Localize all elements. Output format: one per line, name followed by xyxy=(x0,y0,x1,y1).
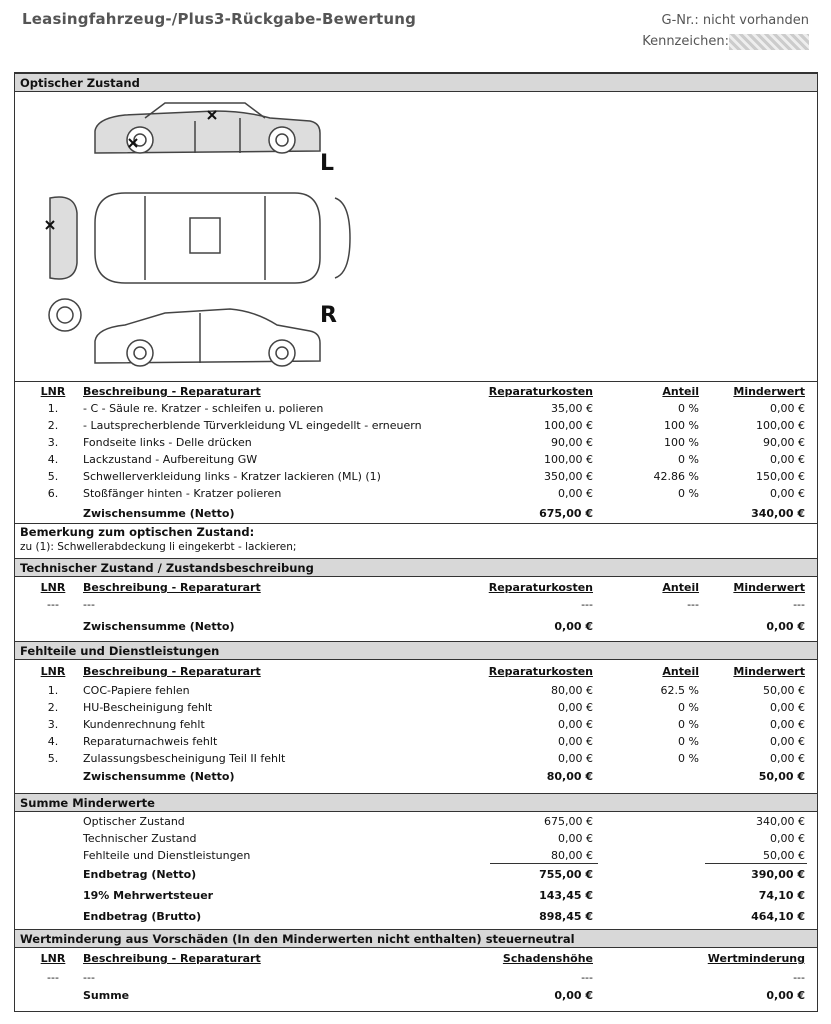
cell-cost: 0,00 € xyxy=(558,718,593,731)
cell-anteil: 100 % xyxy=(664,436,699,449)
fehlteile-col-headers xyxy=(15,663,817,680)
cell-lnr: 1. xyxy=(47,684,59,697)
section-optisch-header: Optischer Zustand xyxy=(15,73,817,92)
cell-cost: 35,00 € xyxy=(551,402,593,415)
car-damage-diagram xyxy=(15,93,817,383)
cell-desc: Technischer Zustand xyxy=(83,832,197,845)
col-cost: Reparaturkosten xyxy=(488,581,593,594)
table-row xyxy=(15,417,817,434)
blurred-plate xyxy=(729,34,809,50)
cell-minder: 0,00 € xyxy=(770,718,805,731)
cell-anteil: 42.86 % xyxy=(653,470,699,483)
cell-lnr: 5. xyxy=(47,752,59,765)
cell-cost: 0,00 € xyxy=(558,701,593,714)
col-anteil: Anteil xyxy=(662,385,699,398)
col-anteil: Anteil xyxy=(662,665,699,678)
cell-cost: 898,45 € xyxy=(539,910,593,923)
cell-desc: Optischer Zustand xyxy=(83,815,185,828)
cell-cost: 675,00 € xyxy=(544,815,593,828)
subtotal-label: Zwischensumme (Netto) xyxy=(83,507,235,520)
car-outline-svg xyxy=(15,93,817,383)
table-row xyxy=(15,830,817,847)
cell-desc: Endbetrag (Netto) xyxy=(83,868,197,881)
divider xyxy=(15,523,817,524)
table-row xyxy=(15,733,817,750)
cell-lnr: 2. xyxy=(47,419,59,432)
header-meta xyxy=(642,10,809,52)
cell-minder: 390,00 € xyxy=(751,868,805,881)
table-row xyxy=(15,813,817,830)
section-vorschaden-header: Wertminderung aus Vorschäden (In den Minderwerten nicht enthalten) steuerneutral xyxy=(15,929,817,948)
subtotal-label: Zwischensumme (Netto) xyxy=(83,620,235,633)
cell-anteil: 0 % xyxy=(678,487,699,500)
col-lnr: LNR xyxy=(40,665,66,678)
subtotal-label: Zwischensumme (Netto) xyxy=(83,770,235,783)
cell-minder: 0,00 € xyxy=(770,701,805,714)
cell-lnr: 3. xyxy=(47,718,59,731)
sum-rule xyxy=(490,863,598,864)
table-row xyxy=(15,750,817,767)
vorschaden-col-headers xyxy=(15,950,817,967)
cell-minder: --- xyxy=(793,971,805,984)
cell-anteil: 0 % xyxy=(678,402,699,415)
col-desc: Beschreibung - Reparaturart xyxy=(83,665,261,678)
cell-minder: 50,00 € xyxy=(763,684,805,697)
col-minder: Minderwert xyxy=(733,385,805,398)
table-row xyxy=(15,866,817,883)
cell-cost: 80,00 € xyxy=(551,684,593,697)
cell-minder: 0,00 € xyxy=(770,402,805,415)
cell-anteil: 0 % xyxy=(678,701,699,714)
cell-anteil: 0 % xyxy=(678,453,699,466)
col-desc: Beschreibung - Reparaturart xyxy=(83,385,261,398)
cell-cost: 100,00 € xyxy=(544,419,593,432)
table-row xyxy=(15,451,817,468)
cell-desc: Stoßfänger hinten - Kratzer polieren xyxy=(83,487,282,500)
cell-anteil: 0 % xyxy=(678,718,699,731)
section-fehlteile-header: Fehlteile und Dienstleistungen xyxy=(15,641,817,660)
cell-minder: 0,00 € xyxy=(770,752,805,765)
cell-desc: Zulassungsbescheinigung Teil II fehlt xyxy=(83,752,286,765)
cell-minder: 100,00 € xyxy=(756,419,805,432)
cell-cost: 143,45 € xyxy=(539,889,593,902)
cell-cost: --- xyxy=(581,598,593,611)
kennzeichen-label: Kennzeichen: xyxy=(642,34,729,49)
cell-desc: Lackzustand - Aufbereitung GW xyxy=(83,453,258,466)
cell-anteil: 0 % xyxy=(678,752,699,765)
cell-desc: Schwellerverkleidung links - Kratzer lackieren (ML) (1) xyxy=(83,470,381,483)
cell-desc: --- xyxy=(83,971,95,984)
cell-desc: - Lautsprecherblende Türverkleidung VL eingedellt - erneuern xyxy=(83,419,422,432)
table-row xyxy=(15,400,817,417)
cell-cost: 350,00 € xyxy=(544,470,593,483)
cell-anteil: 62.5 % xyxy=(660,684,699,697)
col-cost: Reparaturkosten xyxy=(488,385,593,398)
col-lnr: LNR xyxy=(40,385,66,398)
gnr-text: G-Nr.: nicht vorhanden xyxy=(661,13,809,28)
cell-minder: 0,00 € xyxy=(770,487,805,500)
cell-lnr: 4. xyxy=(47,453,59,466)
cell-desc: HU-Bescheinigung fehlt xyxy=(83,701,213,714)
table-row xyxy=(15,485,817,502)
cell-cost: 0,00 € xyxy=(558,735,593,748)
cell-desc: COC-Papiere fehlen xyxy=(83,684,190,697)
col-minder: Minderwert xyxy=(733,581,805,594)
cell-minder: 150,00 € xyxy=(756,470,805,483)
cell-desc: Kundenrechnung fehlt xyxy=(83,718,205,731)
cell-desc: Fehlteile und Dienstleistungen xyxy=(83,849,251,862)
technisch-col-headers xyxy=(15,579,817,596)
sum-rule xyxy=(705,863,807,864)
subtotal-cost: 0,00 € xyxy=(554,620,593,633)
cell-cost: 755,00 € xyxy=(539,868,593,881)
table-row xyxy=(15,699,817,716)
cell-minder: 340,00 € xyxy=(756,815,805,828)
cell-cost: 100,00 € xyxy=(544,453,593,466)
subtotal-minder: 0,00 € xyxy=(766,620,805,633)
col-cost: Reparaturkosten xyxy=(488,665,593,678)
cell-cost: 80,00 € xyxy=(551,849,593,862)
cell-cost: 90,00 € xyxy=(551,436,593,449)
page-title: Leasingfahrzeug-/Plus3-Rückgabe-Bewertung xyxy=(22,10,417,28)
col-desc: Beschreibung - Reparaturart xyxy=(83,581,261,594)
remark-text: zu (1): Schwellerabdeckung li eingekerbt - lackieren; xyxy=(20,541,297,553)
vorschaden-total xyxy=(15,987,817,1004)
cell-lnr: 5. xyxy=(47,470,59,483)
kennzeichen-row xyxy=(642,31,809,52)
divider xyxy=(15,381,817,382)
table-row xyxy=(15,596,817,613)
table-row xyxy=(15,969,817,986)
cell-cost: 0,00 € xyxy=(558,487,593,500)
table-row xyxy=(15,908,817,925)
cell-lnr: 6. xyxy=(47,487,59,500)
cell-minder: 90,00 € xyxy=(763,436,805,449)
table-row xyxy=(15,716,817,733)
col-desc: Beschreibung - Reparaturart xyxy=(83,952,261,965)
subtotal-minder: 50,00 € xyxy=(758,770,805,783)
cell-lnr: --- xyxy=(47,598,59,611)
cell-lnr: 1. xyxy=(47,402,59,415)
total-cost: 0,00 € xyxy=(554,989,593,1002)
cell-lnr: 4. xyxy=(47,735,59,748)
cell-minder: 74,10 € xyxy=(758,889,805,902)
table-row xyxy=(15,468,817,485)
remark-title: Bemerkung zum optischen Zustand: xyxy=(20,525,255,539)
car-top-view xyxy=(50,193,350,283)
cell-desc: Reparaturnachweis fehlt xyxy=(83,735,218,748)
cell-anteil: --- xyxy=(687,598,699,611)
cell-desc: - C - Säule re. Kratzer - schleifen u. polieren xyxy=(83,402,324,415)
cell-minder: 0,00 € xyxy=(770,832,805,845)
col-wertminderung: Wertminderung xyxy=(707,952,805,965)
cell-minder: --- xyxy=(793,598,805,611)
col-lnr: LNR xyxy=(40,581,66,594)
cell-lnr: 2. xyxy=(47,701,59,714)
col-anteil: Anteil xyxy=(662,581,699,594)
table-row xyxy=(15,434,817,451)
cell-minder: 0,00 € xyxy=(770,735,805,748)
label-left: L xyxy=(320,151,335,176)
report-frame xyxy=(14,72,818,1012)
fehlteile-subtotal xyxy=(15,768,817,785)
car-right-side xyxy=(49,299,320,366)
optisch-subtotal xyxy=(15,505,817,522)
label-right: R xyxy=(320,303,337,328)
optisch-col-headers xyxy=(15,383,817,400)
cell-minder: 50,00 € xyxy=(763,849,805,862)
car-left-side xyxy=(95,103,320,153)
cell-minder: 0,00 € xyxy=(770,453,805,466)
total-label: Summe xyxy=(83,989,130,1002)
cell-cost: 0,00 € xyxy=(558,752,593,765)
subtotal-cost: 675,00 € xyxy=(539,507,593,520)
cell-lnr: --- xyxy=(47,971,59,984)
cell-anteil: 0 % xyxy=(678,735,699,748)
table-row xyxy=(15,887,817,904)
cell-desc: Fondseite links - Delle drücken xyxy=(83,436,252,449)
cell-desc: Endbetrag (Brutto) xyxy=(83,910,202,923)
col-schadenshoehe: Schadenshöhe xyxy=(502,952,593,965)
subtotal-minder: 340,00 € xyxy=(751,507,805,520)
section-summe-header: Summe Minderwerte xyxy=(15,793,817,812)
cell-cost: 0,00 € xyxy=(558,832,593,845)
cell-anteil: 100 % xyxy=(664,419,699,432)
cell-lnr: 3. xyxy=(47,436,59,449)
section-technisch-header: Technischer Zustand / Zustandsbeschreibung xyxy=(15,558,817,577)
total-minder: 0,00 € xyxy=(766,989,805,1002)
technisch-subtotal xyxy=(15,618,817,635)
table-row xyxy=(15,847,817,864)
table-row xyxy=(15,682,817,699)
cell-desc: 19% Mehrwertsteuer xyxy=(83,889,214,902)
cell-minder: 464,10 € xyxy=(751,910,805,923)
subtotal-cost: 80,00 € xyxy=(546,770,593,783)
col-lnr: LNR xyxy=(40,952,66,965)
cell-desc: --- xyxy=(83,598,95,611)
cell-cost: --- xyxy=(581,971,593,984)
col-minder: Minderwert xyxy=(733,665,805,678)
